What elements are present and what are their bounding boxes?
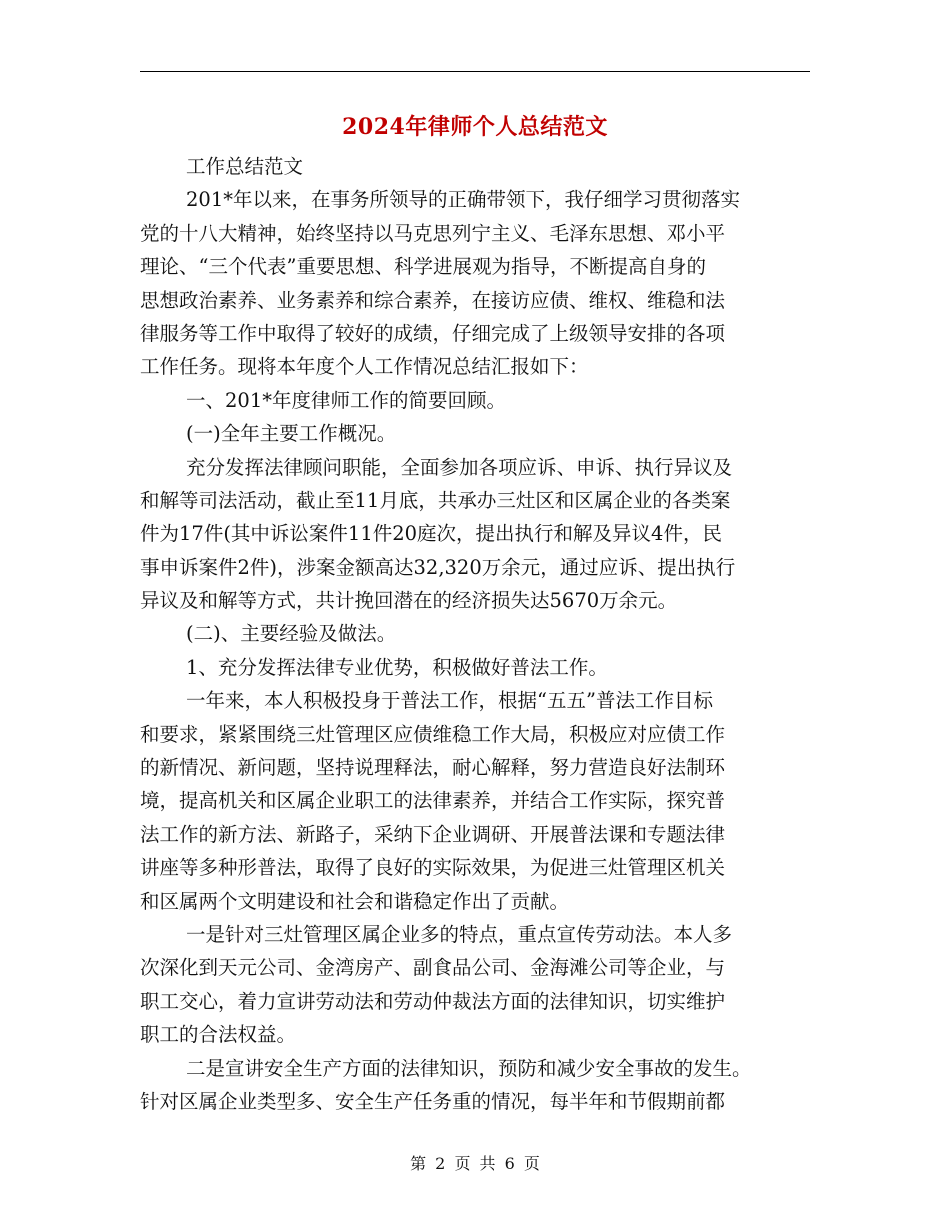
paragraph-line: 讲座等多种形普法，取得了良好的实际效果，为促进三灶管理区机关	[140, 856, 726, 880]
header-rule	[140, 71, 810, 72]
paragraph-line: 件为17件(其中诉讼案件11件20庭次，提出执行和解及异议4件，民	[140, 522, 722, 546]
paragraph-line: 工作任务。现将本年度个人工作情况总结汇报如下：	[140, 355, 589, 379]
paragraph-first-line: (一)全年主要工作概况。	[186, 422, 397, 446]
paragraph-first-line: 一年来，本人积极投身于普法工作，根据“五五”普法工作目标	[186, 689, 713, 713]
paragraph-line: 理论、“三个代表”重要思想、科学进展观为指导，不断提高自身的	[140, 255, 706, 279]
paragraph-line: 和解等司法活动，截止至11月底，共承办三灶区和区属企业的各类案	[140, 488, 731, 512]
paragraph-line: 的新情况、新问题，坚持说理释法，耐心解释，努力营造良好法制环	[140, 756, 726, 780]
paragraph-line: 针对区属企业类型多、安全生产任务重的情况，每半年和节假期前都	[140, 1089, 726, 1113]
paragraph-line: 党的十八大精神，始终坚持以马克思列宁主义、毛泽东思想、邓小平	[140, 221, 726, 245]
paragraph-line: 职工的合法权益。	[140, 1023, 297, 1047]
paragraph-line: 法工作的新方法、新路子，采纳下企业调研、开展普法课和专题法律	[140, 822, 726, 846]
paragraph-first-line: 201*年以来，在事务所领导的正确带领下，我仔细学习贯彻落实	[186, 188, 740, 212]
paragraph-line: 次深化到天元公司、金湾房产、副食品公司、金海滩公司等企业，与	[140, 956, 726, 980]
document-body	[140, 150, 810, 1118]
paragraph-first-line: 1、充分发挥法律专业优势，积极做好普法工作。	[186, 655, 608, 679]
paragraph-first-line: 充分发挥法律顾问职能，全面参加各项应诉、申诉、执行异议及	[186, 455, 733, 479]
paragraph-first-line: 工作总结范文	[186, 155, 304, 178]
page-number-footer: 第 2 页 共 6 页	[410, 1154, 540, 1173]
paragraph-line: 事申诉案件2件)，涉案金额高达32,320万余元，通过应诉、提出执行	[140, 555, 736, 579]
paragraph-line: 和要求，紧紧围绕三灶管理区应债维稳工作大局，积极应对应债工作	[140, 722, 726, 746]
paragraph-line: 境，提高机关和区属企业职工的法律素养，并结合工作实际，探究普	[140, 789, 726, 813]
paragraph-first-line: 二是宣讲安全生产方面的法律知识，预防和减少安全事故的发生。	[186, 1056, 752, 1080]
paragraph-first-line: 一是针对三灶管理区属企业多的特点，重点宣传劳动法。本人多	[186, 922, 733, 946]
paragraph-first-line: (二)、主要经验及做法。	[186, 622, 397, 646]
paragraph-line: 律服务等工作中取得了较好的成绩，仔细完成了上级领导安排的各项	[140, 321, 726, 345]
paragraph-first-line: 一、201*年度律师工作的简要回顾。	[186, 388, 506, 412]
paragraph-line: 职工交心，着力宣讲劳动法和劳动仲裁法方面的法律知识，切实维护	[140, 989, 726, 1013]
document-title: 2024年律师个人总结范文	[342, 114, 608, 140]
paragraph-line: 异议及和解等方式，共计挽回潜在的经济损失达5670万余元。	[140, 589, 678, 613]
paragraph-line: 思想政治素养、业务素养和综合素养，在接访应债、维权、维稳和法	[140, 288, 726, 312]
paragraph-line: 和区属两个文明建设和社会和谐稳定作出了贡献。	[140, 889, 570, 913]
